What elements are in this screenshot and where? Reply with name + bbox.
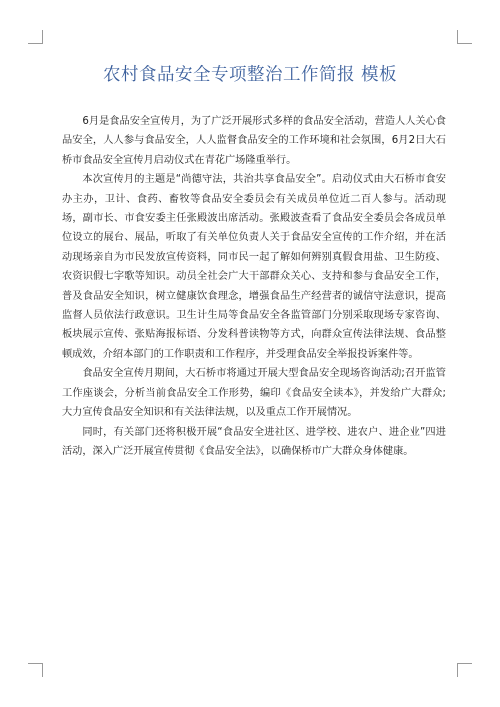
document-body [62, 112, 446, 461]
paragraph: 本次宣传月的主题是“尚德守法，共治共享食品安全”。启动仪式由大石桥市食安办主办，卫计、食药、畜牧等食品安全委员会有关成员单位近二百人参与。活动现场，副市长、市食安委主任张殿波出席活动。张殿波查看了食品安全委员会各成员单位设立的展台、展品，听取了有关单位负责人关于食品安全宣传的工作介绍，并在活动现场亲自为市民发放宣传资料，同市民一起了解如何辨别真假食用盐、卫生防疫、农资识假七字歌等知识。动员全社会广大干部群众关心、支持和参与食品安全工作，普及食品安全知识，树立健康饮食理念，增强食品生产经营者的诚信守法意识，提高监督人员依法行政意识。卫生计生局等食品安全各监管部门分别采取现场专家咨询、板块展示宣传、张贴海报标语、分发科普读物等方式，向群众宣传法律法规、食品整顿成效，介绍本部门的工作职责和工作程序，并受理食品安全举报投诉案件等。 [62, 174, 446, 360]
crop-mark-bottom-right [457, 663, 472, 664]
paragraph: 6月是食品安全宣传月，为了广泛开展形式多样的食品安全活动，营造人人关心食品安全，人人参与食品安全，人人监督食品安全的工作环境和社会氛围，6月2日大石桥市食品安全宣传月启动仪式在青花广场隆重举行。 [62, 116, 446, 166]
crop-mark-top-left [28, 43, 43, 44]
paragraph: 同时，有关部门还将积极开展“食品安全进社区、进学校、进农户、进企业”四进活动，深入广泛开展宣传贯彻《食品安全法》，以确保桥市广大群众身体健康。 [62, 426, 446, 457]
crop-mark-top-left [42, 30, 43, 44]
crop-mark-top-right [457, 30, 458, 44]
paragraph: 食品安全宣传月期间，大石桥市将通过开展大型食品安全现场咨询活动;召开监管工作座谈会，分析当前食品安全工作形势，编印《食品安全读本》，并发给广大群众;大力宣传食品安全知识和有关法律法规，以及重点工作开展情况。 [62, 368, 446, 419]
document-title: 农村食品安全专项整治工作简报 模板 [102, 65, 398, 85]
crop-mark-top-right [457, 43, 472, 44]
crop-mark-bottom-left [28, 663, 43, 664]
crop-mark-bottom-right [457, 663, 458, 677]
crop-mark-bottom-left [42, 663, 43, 677]
